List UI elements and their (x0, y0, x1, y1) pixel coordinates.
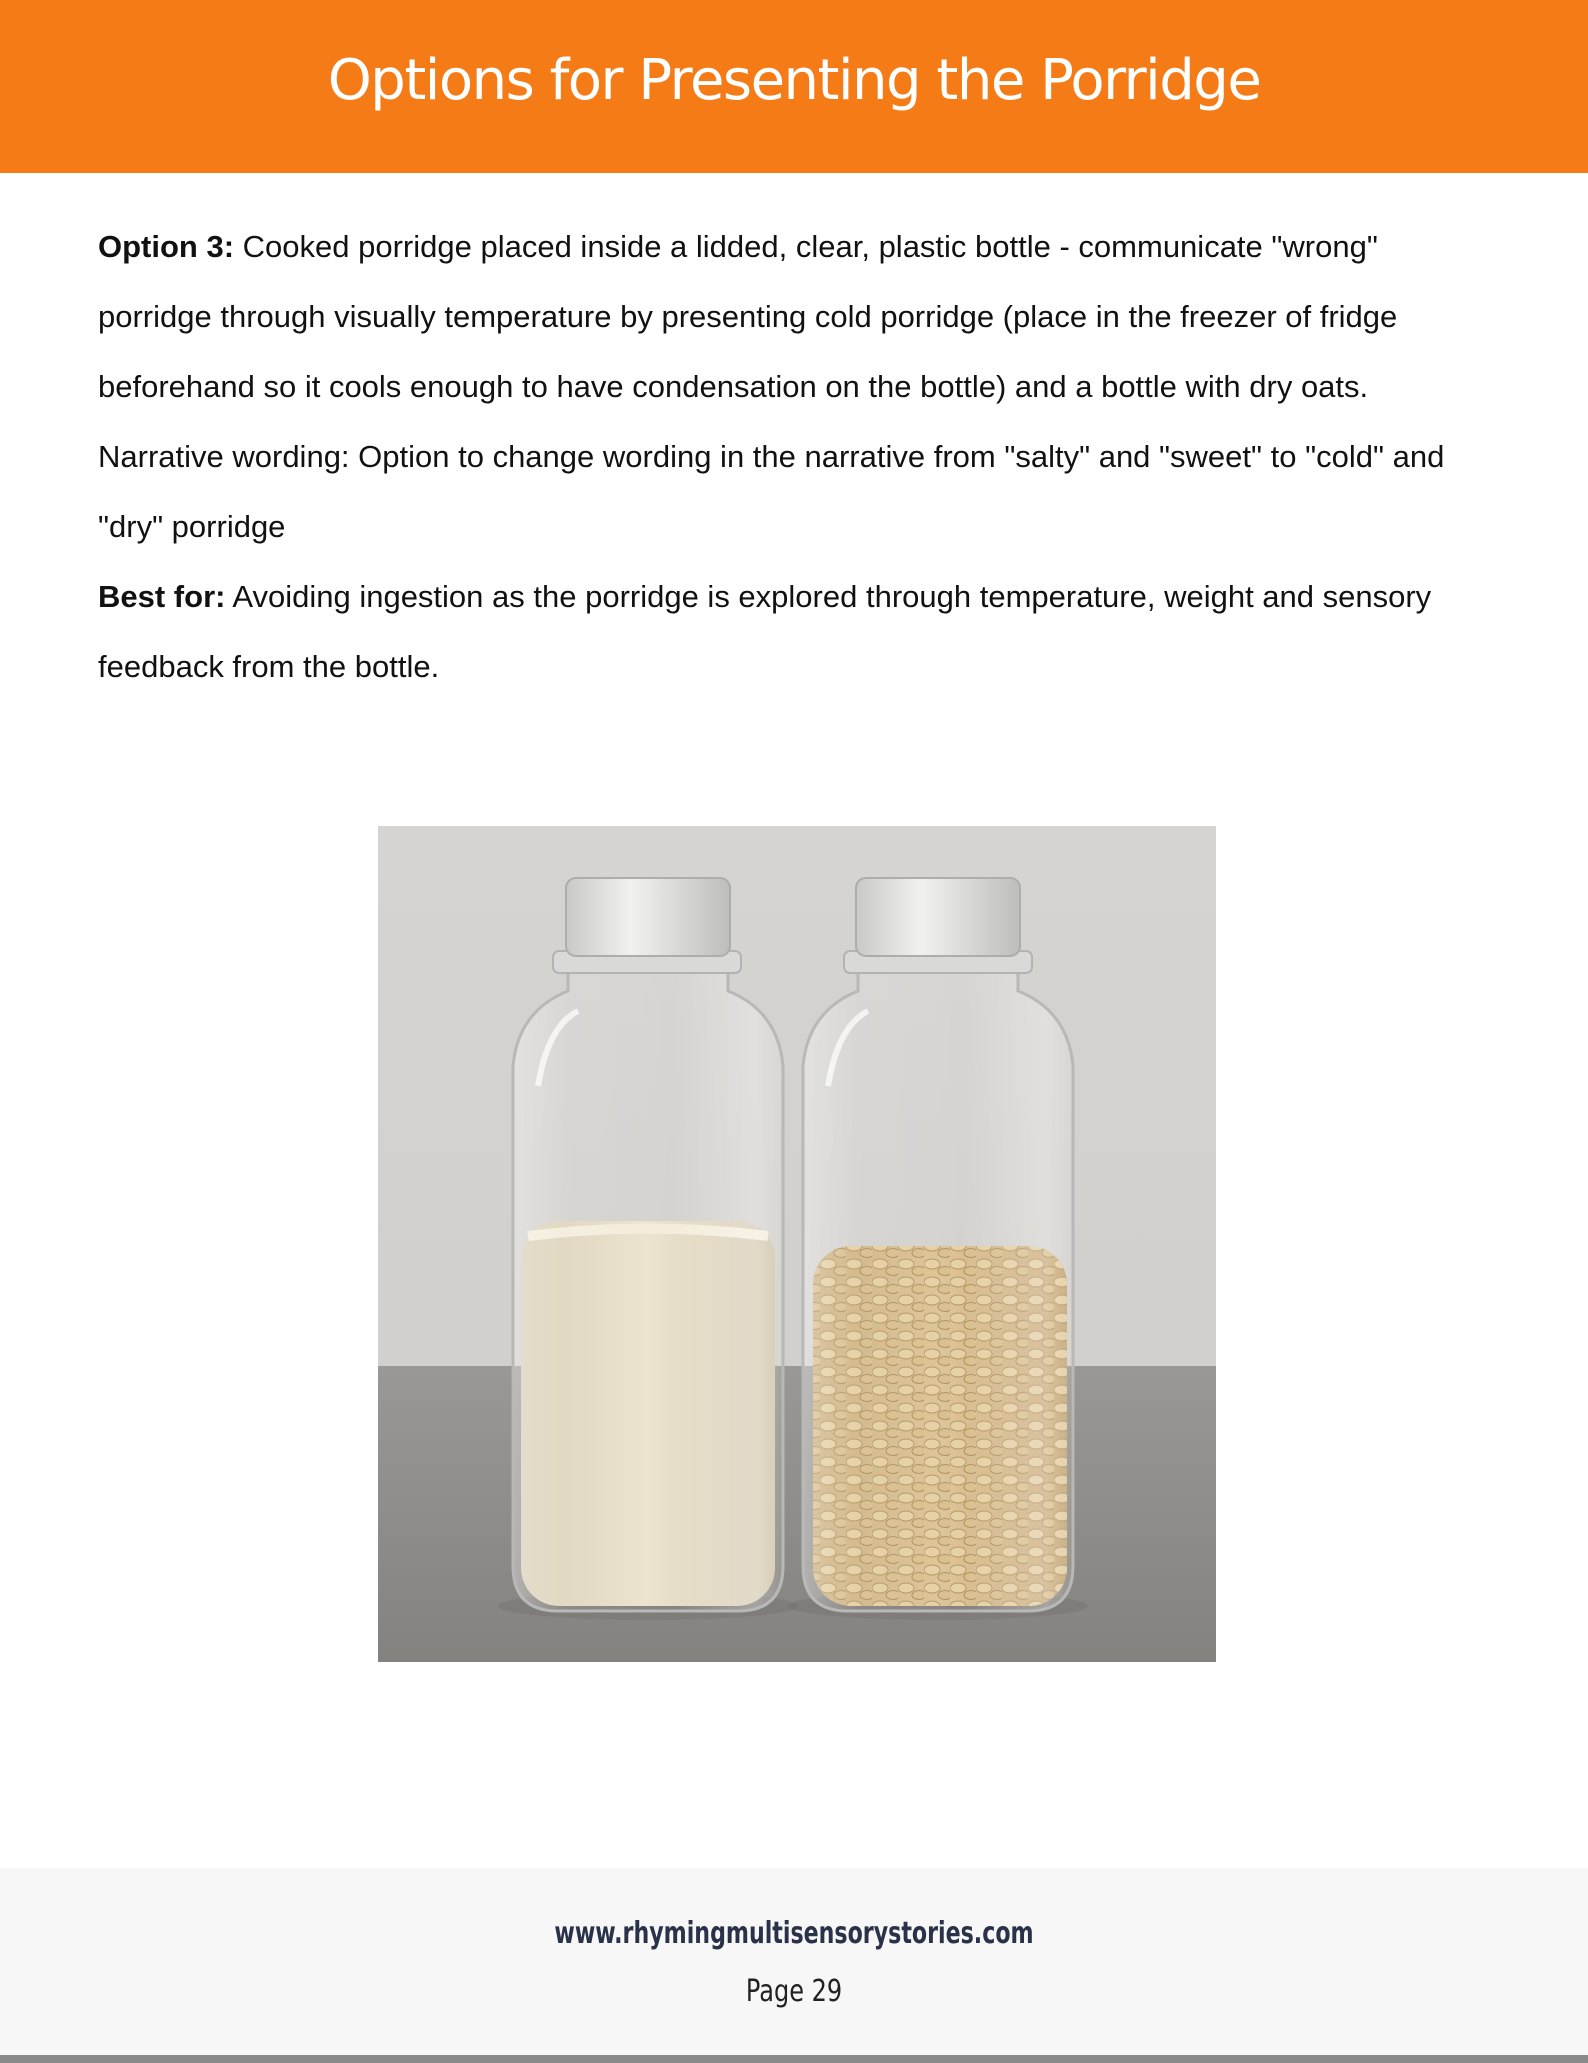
body-text (98, 212, 1498, 702)
option-text: Cooked porridge placed inside a lidded, clear, plastic bottle - communicate "wrong" porridge through visually temperature by presenting cold porridge (place in the freezer of fridge beforehand so it cools enough to have condensation on the bottle) and a bottle with dry oats. (98, 229, 1398, 404)
option-paragraph (98, 212, 1498, 422)
bottom-divider (0, 2055, 1588, 2063)
page-footer (0, 1868, 1588, 2055)
best-for-label: Best for: (98, 579, 226, 614)
best-for-paragraph (98, 562, 1498, 702)
page-header (0, 0, 1588, 173)
page-title: Options for Presenting the Porridge (327, 48, 1261, 113)
porridge-bottles-photo (378, 826, 1216, 1662)
narrative-paragraph: Narrative wording: Option to change wording in the narrative from "salty" and "sweet" to "cold" and "dry" porridge (98, 439, 1445, 544)
option-label: Option 3: (98, 229, 235, 264)
best-for-text: Avoiding ingestion as the porridge is explored through temperature, weight and sensory feedback from the bottle. (98, 579, 1432, 684)
page-number: Page 29 (745, 1974, 843, 2009)
website-url: www.rhymingmultisensorystories.com (554, 1916, 1034, 1951)
